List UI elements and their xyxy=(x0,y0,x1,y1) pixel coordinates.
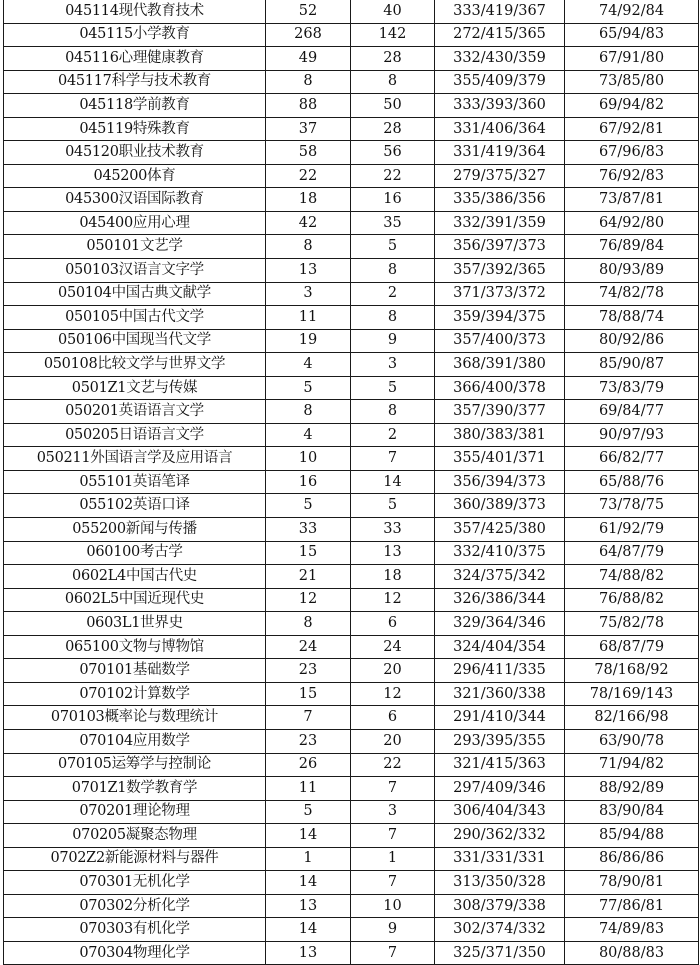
table-row xyxy=(4,635,699,659)
admitted-cell: 28 xyxy=(351,47,435,71)
admitted-cell: 56 xyxy=(351,141,435,165)
major-cell: 0603L1世界史 xyxy=(4,612,266,636)
admitted-cell: 35 xyxy=(351,211,435,235)
table-row xyxy=(4,541,699,565)
subject-score-cell: 73/85/80 xyxy=(565,70,699,94)
total-score-cell: 360/389/373 xyxy=(435,494,565,518)
applicants-cell: 4 xyxy=(266,423,351,447)
applicants-cell: 19 xyxy=(266,329,351,353)
total-score-cell: 332/410/375 xyxy=(435,541,565,565)
table-row xyxy=(4,494,699,518)
subject-score-cell: 80/88/83 xyxy=(565,941,699,965)
applicants-cell: 16 xyxy=(266,470,351,494)
subject-score-cell: 74/88/82 xyxy=(565,565,699,589)
total-score-cell: 302/374/332 xyxy=(435,918,565,942)
total-score-cell: 356/394/373 xyxy=(435,470,565,494)
admitted-cell: 9 xyxy=(351,329,435,353)
subject-score-cell: 67/91/80 xyxy=(565,47,699,71)
admitted-cell: 10 xyxy=(351,894,435,918)
table-row xyxy=(4,0,699,23)
admitted-cell: 20 xyxy=(351,659,435,683)
applicants-cell: 15 xyxy=(266,541,351,565)
table-row xyxy=(4,94,699,118)
major-cell: 045119特殊教育 xyxy=(4,117,266,141)
table-row xyxy=(4,282,699,306)
admitted-cell: 24 xyxy=(351,635,435,659)
applicants-cell: 3 xyxy=(266,282,351,306)
major-cell: 070102计算数学 xyxy=(4,682,266,706)
table-row xyxy=(4,894,699,918)
total-score-cell: 335/386/356 xyxy=(435,188,565,212)
major-cell: 050101文艺学 xyxy=(4,235,266,259)
total-score-cell: 331/406/364 xyxy=(435,117,565,141)
major-cell: 070302分析化学 xyxy=(4,894,266,918)
applicants-cell: 11 xyxy=(266,777,351,801)
subject-score-cell: 76/88/82 xyxy=(565,588,699,612)
admitted-cell: 5 xyxy=(351,376,435,400)
total-score-cell: 355/409/379 xyxy=(435,70,565,94)
major-cell: 070205凝聚态物理 xyxy=(4,824,266,848)
total-score-cell: 357/390/377 xyxy=(435,400,565,424)
applicants-cell: 5 xyxy=(266,376,351,400)
subject-score-cell: 80/93/89 xyxy=(565,259,699,283)
admitted-cell: 22 xyxy=(351,164,435,188)
total-score-cell: 331/331/331 xyxy=(435,847,565,871)
subject-score-cell: 88/92/89 xyxy=(565,777,699,801)
major-cell: 070103概率论与数理统计 xyxy=(4,706,266,730)
major-cell: 050105中国古代文学 xyxy=(4,306,266,330)
admitted-cell: 1 xyxy=(351,847,435,871)
table-row xyxy=(4,23,699,47)
admitted-cell: 22 xyxy=(351,753,435,777)
total-score-cell: 293/395/355 xyxy=(435,729,565,753)
total-score-cell: 296/411/335 xyxy=(435,659,565,683)
admitted-cell: 6 xyxy=(351,706,435,730)
subject-score-cell: 65/94/83 xyxy=(565,23,699,47)
table-row xyxy=(4,824,699,848)
admitted-cell: 8 xyxy=(351,306,435,330)
admitted-cell: 12 xyxy=(351,682,435,706)
table-row xyxy=(4,729,699,753)
applicants-cell: 14 xyxy=(266,824,351,848)
major-cell: 0701Z1数学教育学 xyxy=(4,777,266,801)
applicants-cell: 8 xyxy=(266,70,351,94)
subject-score-cell: 69/84/77 xyxy=(565,400,699,424)
subject-score-cell: 65/88/76 xyxy=(565,470,699,494)
subject-score-cell: 85/94/88 xyxy=(565,824,699,848)
table-row xyxy=(4,188,699,212)
applicants-cell: 5 xyxy=(266,494,351,518)
applicants-cell: 8 xyxy=(266,235,351,259)
major-cell: 055200新闻与传播 xyxy=(4,518,266,542)
applicants-cell: 37 xyxy=(266,117,351,141)
applicants-cell: 18 xyxy=(266,188,351,212)
major-cell: 045117科学与技术教育 xyxy=(4,70,266,94)
total-score-cell: 357/400/373 xyxy=(435,329,565,353)
total-score-cell: 332/430/359 xyxy=(435,47,565,71)
total-score-cell: 321/360/338 xyxy=(435,682,565,706)
applicants-cell: 11 xyxy=(266,306,351,330)
table-row xyxy=(4,259,699,283)
total-score-cell: 356/397/373 xyxy=(435,235,565,259)
subject-score-cell: 64/87/79 xyxy=(565,541,699,565)
applicants-cell: 13 xyxy=(266,259,351,283)
table-row xyxy=(4,612,699,636)
applicants-cell: 268 xyxy=(266,23,351,47)
major-cell: 070101基础数学 xyxy=(4,659,266,683)
major-cell: 070303有机化学 xyxy=(4,918,266,942)
subject-score-cell: 86/86/86 xyxy=(565,847,699,871)
subject-score-cell: 66/82/77 xyxy=(565,447,699,471)
subject-score-cell: 78/169/143 xyxy=(565,682,699,706)
subject-score-cell: 67/96/83 xyxy=(565,141,699,165)
major-cell: 070304物理化学 xyxy=(4,941,266,965)
table-row xyxy=(4,753,699,777)
admitted-cell: 8 xyxy=(351,70,435,94)
subject-score-cell: 73/78/75 xyxy=(565,494,699,518)
admitted-cell: 7 xyxy=(351,871,435,895)
major-cell: 0702Z2新能源材料与器件 xyxy=(4,847,266,871)
applicants-cell: 4 xyxy=(266,353,351,377)
applicants-cell: 23 xyxy=(266,729,351,753)
subject-score-cell: 64/92/80 xyxy=(565,211,699,235)
admitted-cell: 5 xyxy=(351,235,435,259)
table-row xyxy=(4,47,699,71)
subject-score-cell: 80/92/86 xyxy=(565,329,699,353)
applicants-cell: 58 xyxy=(266,141,351,165)
applicants-cell: 14 xyxy=(266,918,351,942)
table-row xyxy=(4,141,699,165)
applicants-cell: 23 xyxy=(266,659,351,683)
admitted-cell: 142 xyxy=(351,23,435,47)
table-row xyxy=(4,800,699,824)
admitted-cell: 8 xyxy=(351,259,435,283)
admitted-cell: 3 xyxy=(351,800,435,824)
major-cell: 050211外国语言学及应用语言 xyxy=(4,447,266,471)
subject-score-cell: 74/89/83 xyxy=(565,918,699,942)
major-cell: 070104应用数学 xyxy=(4,729,266,753)
table-row xyxy=(4,941,699,965)
subject-score-cell: 76/89/84 xyxy=(565,235,699,259)
total-score-cell: 333/393/360 xyxy=(435,94,565,118)
subject-score-cell: 85/90/87 xyxy=(565,353,699,377)
subject-score-cell: 78/88/74 xyxy=(565,306,699,330)
table-row xyxy=(4,117,699,141)
table-row xyxy=(4,682,699,706)
admitted-cell: 8 xyxy=(351,400,435,424)
subject-score-cell: 90/97/93 xyxy=(565,423,699,447)
subject-score-cell: 63/90/78 xyxy=(565,729,699,753)
subject-score-cell: 74/82/78 xyxy=(565,282,699,306)
major-cell: 045118学前教育 xyxy=(4,94,266,118)
table-row xyxy=(4,376,699,400)
major-cell: 045400应用心理 xyxy=(4,211,266,235)
applicants-cell: 10 xyxy=(266,447,351,471)
total-score-cell: 357/425/380 xyxy=(435,518,565,542)
admitted-cell: 9 xyxy=(351,918,435,942)
table-row xyxy=(4,400,699,424)
major-cell: 065100文物与博物馆 xyxy=(4,635,266,659)
applicants-cell: 8 xyxy=(266,612,351,636)
subject-score-cell: 71/94/82 xyxy=(565,753,699,777)
applicants-cell: 33 xyxy=(266,518,351,542)
major-cell: 060100考古学 xyxy=(4,541,266,565)
admitted-cell: 50 xyxy=(351,94,435,118)
applicants-cell: 8 xyxy=(266,400,351,424)
admitted-cell: 18 xyxy=(351,565,435,589)
major-cell: 045116心理健康教育 xyxy=(4,47,266,71)
major-cell: 050106中国现当代文学 xyxy=(4,329,266,353)
subject-score-cell: 69/94/82 xyxy=(565,94,699,118)
table-row xyxy=(4,659,699,683)
admitted-cell: 2 xyxy=(351,282,435,306)
total-score-cell: 313/350/328 xyxy=(435,871,565,895)
major-cell: 050201英语语言文学 xyxy=(4,400,266,424)
major-cell: 050205日语语言文学 xyxy=(4,423,266,447)
total-score-cell: 332/391/359 xyxy=(435,211,565,235)
table-row xyxy=(4,329,699,353)
table-row xyxy=(4,353,699,377)
applicants-cell: 42 xyxy=(266,211,351,235)
total-score-cell: 355/401/371 xyxy=(435,447,565,471)
total-score-cell: 321/415/363 xyxy=(435,753,565,777)
applicants-cell: 88 xyxy=(266,94,351,118)
table-row xyxy=(4,871,699,895)
subject-score-cell: 76/92/83 xyxy=(565,164,699,188)
applicants-cell: 26 xyxy=(266,753,351,777)
applicants-cell: 7 xyxy=(266,706,351,730)
total-score-cell: 279/375/327 xyxy=(435,164,565,188)
major-cell: 050108比较文学与世界文学 xyxy=(4,353,266,377)
admitted-cell: 14 xyxy=(351,470,435,494)
subject-score-cell: 75/82/78 xyxy=(565,612,699,636)
major-cell: 070105运筹学与控制论 xyxy=(4,753,266,777)
admitted-cell: 5 xyxy=(351,494,435,518)
applicants-cell: 49 xyxy=(266,47,351,71)
subject-score-cell: 73/87/81 xyxy=(565,188,699,212)
table-row xyxy=(4,235,699,259)
major-cell: 055101英语笔译 xyxy=(4,470,266,494)
table-row xyxy=(4,518,699,542)
subject-score-cell: 74/92/84 xyxy=(565,0,699,23)
applicants-cell: 13 xyxy=(266,894,351,918)
major-cell: 045115小学教育 xyxy=(4,23,266,47)
subject-score-cell: 83/90/84 xyxy=(565,800,699,824)
total-score-cell: 359/394/375 xyxy=(435,306,565,330)
total-score-cell: 272/415/365 xyxy=(435,23,565,47)
total-score-cell: 324/375/342 xyxy=(435,565,565,589)
applicants-cell: 15 xyxy=(266,682,351,706)
admitted-cell: 7 xyxy=(351,941,435,965)
major-cell: 045300汉语国际教育 xyxy=(4,188,266,212)
admitted-cell: 3 xyxy=(351,353,435,377)
admitted-cell: 6 xyxy=(351,612,435,636)
table-row xyxy=(4,164,699,188)
total-score-cell: 326/386/344 xyxy=(435,588,565,612)
admitted-cell: 2 xyxy=(351,423,435,447)
subject-score-cell: 67/92/81 xyxy=(565,117,699,141)
table-row xyxy=(4,588,699,612)
table-row xyxy=(4,470,699,494)
admitted-cell: 28 xyxy=(351,117,435,141)
major-cell: 055102英语口译 xyxy=(4,494,266,518)
total-score-cell: 290/362/332 xyxy=(435,824,565,848)
total-score-cell: 306/404/343 xyxy=(435,800,565,824)
applicants-cell: 22 xyxy=(266,164,351,188)
table-row xyxy=(4,306,699,330)
table-row xyxy=(4,447,699,471)
total-score-cell: 324/404/354 xyxy=(435,635,565,659)
total-score-cell: 325/371/350 xyxy=(435,941,565,965)
table-row xyxy=(4,777,699,801)
total-score-cell: 371/373/372 xyxy=(435,282,565,306)
total-score-cell: 329/364/346 xyxy=(435,612,565,636)
admitted-cell: 16 xyxy=(351,188,435,212)
table-row xyxy=(4,706,699,730)
total-score-cell: 308/379/338 xyxy=(435,894,565,918)
admitted-cell: 13 xyxy=(351,541,435,565)
admitted-cell: 40 xyxy=(351,0,435,23)
total-score-cell: 366/400/378 xyxy=(435,376,565,400)
applicants-cell: 12 xyxy=(266,588,351,612)
table-row xyxy=(4,565,699,589)
applicants-cell: 21 xyxy=(266,565,351,589)
total-score-cell: 297/409/346 xyxy=(435,777,565,801)
table-row xyxy=(4,847,699,871)
subject-score-cell: 68/87/79 xyxy=(565,635,699,659)
major-cell: 050104中国古典文献学 xyxy=(4,282,266,306)
major-cell: 070201理论物理 xyxy=(4,800,266,824)
total-score-cell: 291/410/344 xyxy=(435,706,565,730)
subject-score-cell: 61/92/79 xyxy=(565,518,699,542)
major-cell: 0501Z1文艺与传媒 xyxy=(4,376,266,400)
total-score-cell: 368/391/380 xyxy=(435,353,565,377)
table-body xyxy=(4,0,699,965)
major-cell: 0602L4中国古代史 xyxy=(4,565,266,589)
total-score-cell: 380/383/381 xyxy=(435,423,565,447)
table-row xyxy=(4,918,699,942)
applicants-cell: 13 xyxy=(266,941,351,965)
admitted-cell: 7 xyxy=(351,777,435,801)
admission-score-table xyxy=(3,0,699,965)
applicants-cell: 24 xyxy=(266,635,351,659)
subject-score-cell: 78/168/92 xyxy=(565,659,699,683)
applicants-cell: 52 xyxy=(266,0,351,23)
admitted-cell: 7 xyxy=(351,824,435,848)
applicants-cell: 1 xyxy=(266,847,351,871)
table-row xyxy=(4,211,699,235)
subject-score-cell: 82/166/98 xyxy=(565,706,699,730)
major-cell: 070301无机化学 xyxy=(4,871,266,895)
applicants-cell: 5 xyxy=(266,800,351,824)
major-cell: 050103汉语言文字学 xyxy=(4,259,266,283)
major-cell: 045114现代教育技术 xyxy=(4,0,266,23)
subject-score-cell: 73/83/79 xyxy=(565,376,699,400)
subject-score-cell: 77/86/81 xyxy=(565,894,699,918)
admitted-cell: 12 xyxy=(351,588,435,612)
total-score-cell: 357/392/365 xyxy=(435,259,565,283)
admitted-cell: 33 xyxy=(351,518,435,542)
admitted-cell: 7 xyxy=(351,447,435,471)
admitted-cell: 20 xyxy=(351,729,435,753)
table-row xyxy=(4,70,699,94)
major-cell: 045200体育 xyxy=(4,164,266,188)
applicants-cell: 14 xyxy=(266,871,351,895)
subject-score-cell: 78/90/81 xyxy=(565,871,699,895)
total-score-cell: 331/419/364 xyxy=(435,141,565,165)
table-row xyxy=(4,423,699,447)
major-cell: 045120职业技术教育 xyxy=(4,141,266,165)
total-score-cell: 333/419/367 xyxy=(435,0,565,23)
major-cell: 0602L5中国近现代史 xyxy=(4,588,266,612)
